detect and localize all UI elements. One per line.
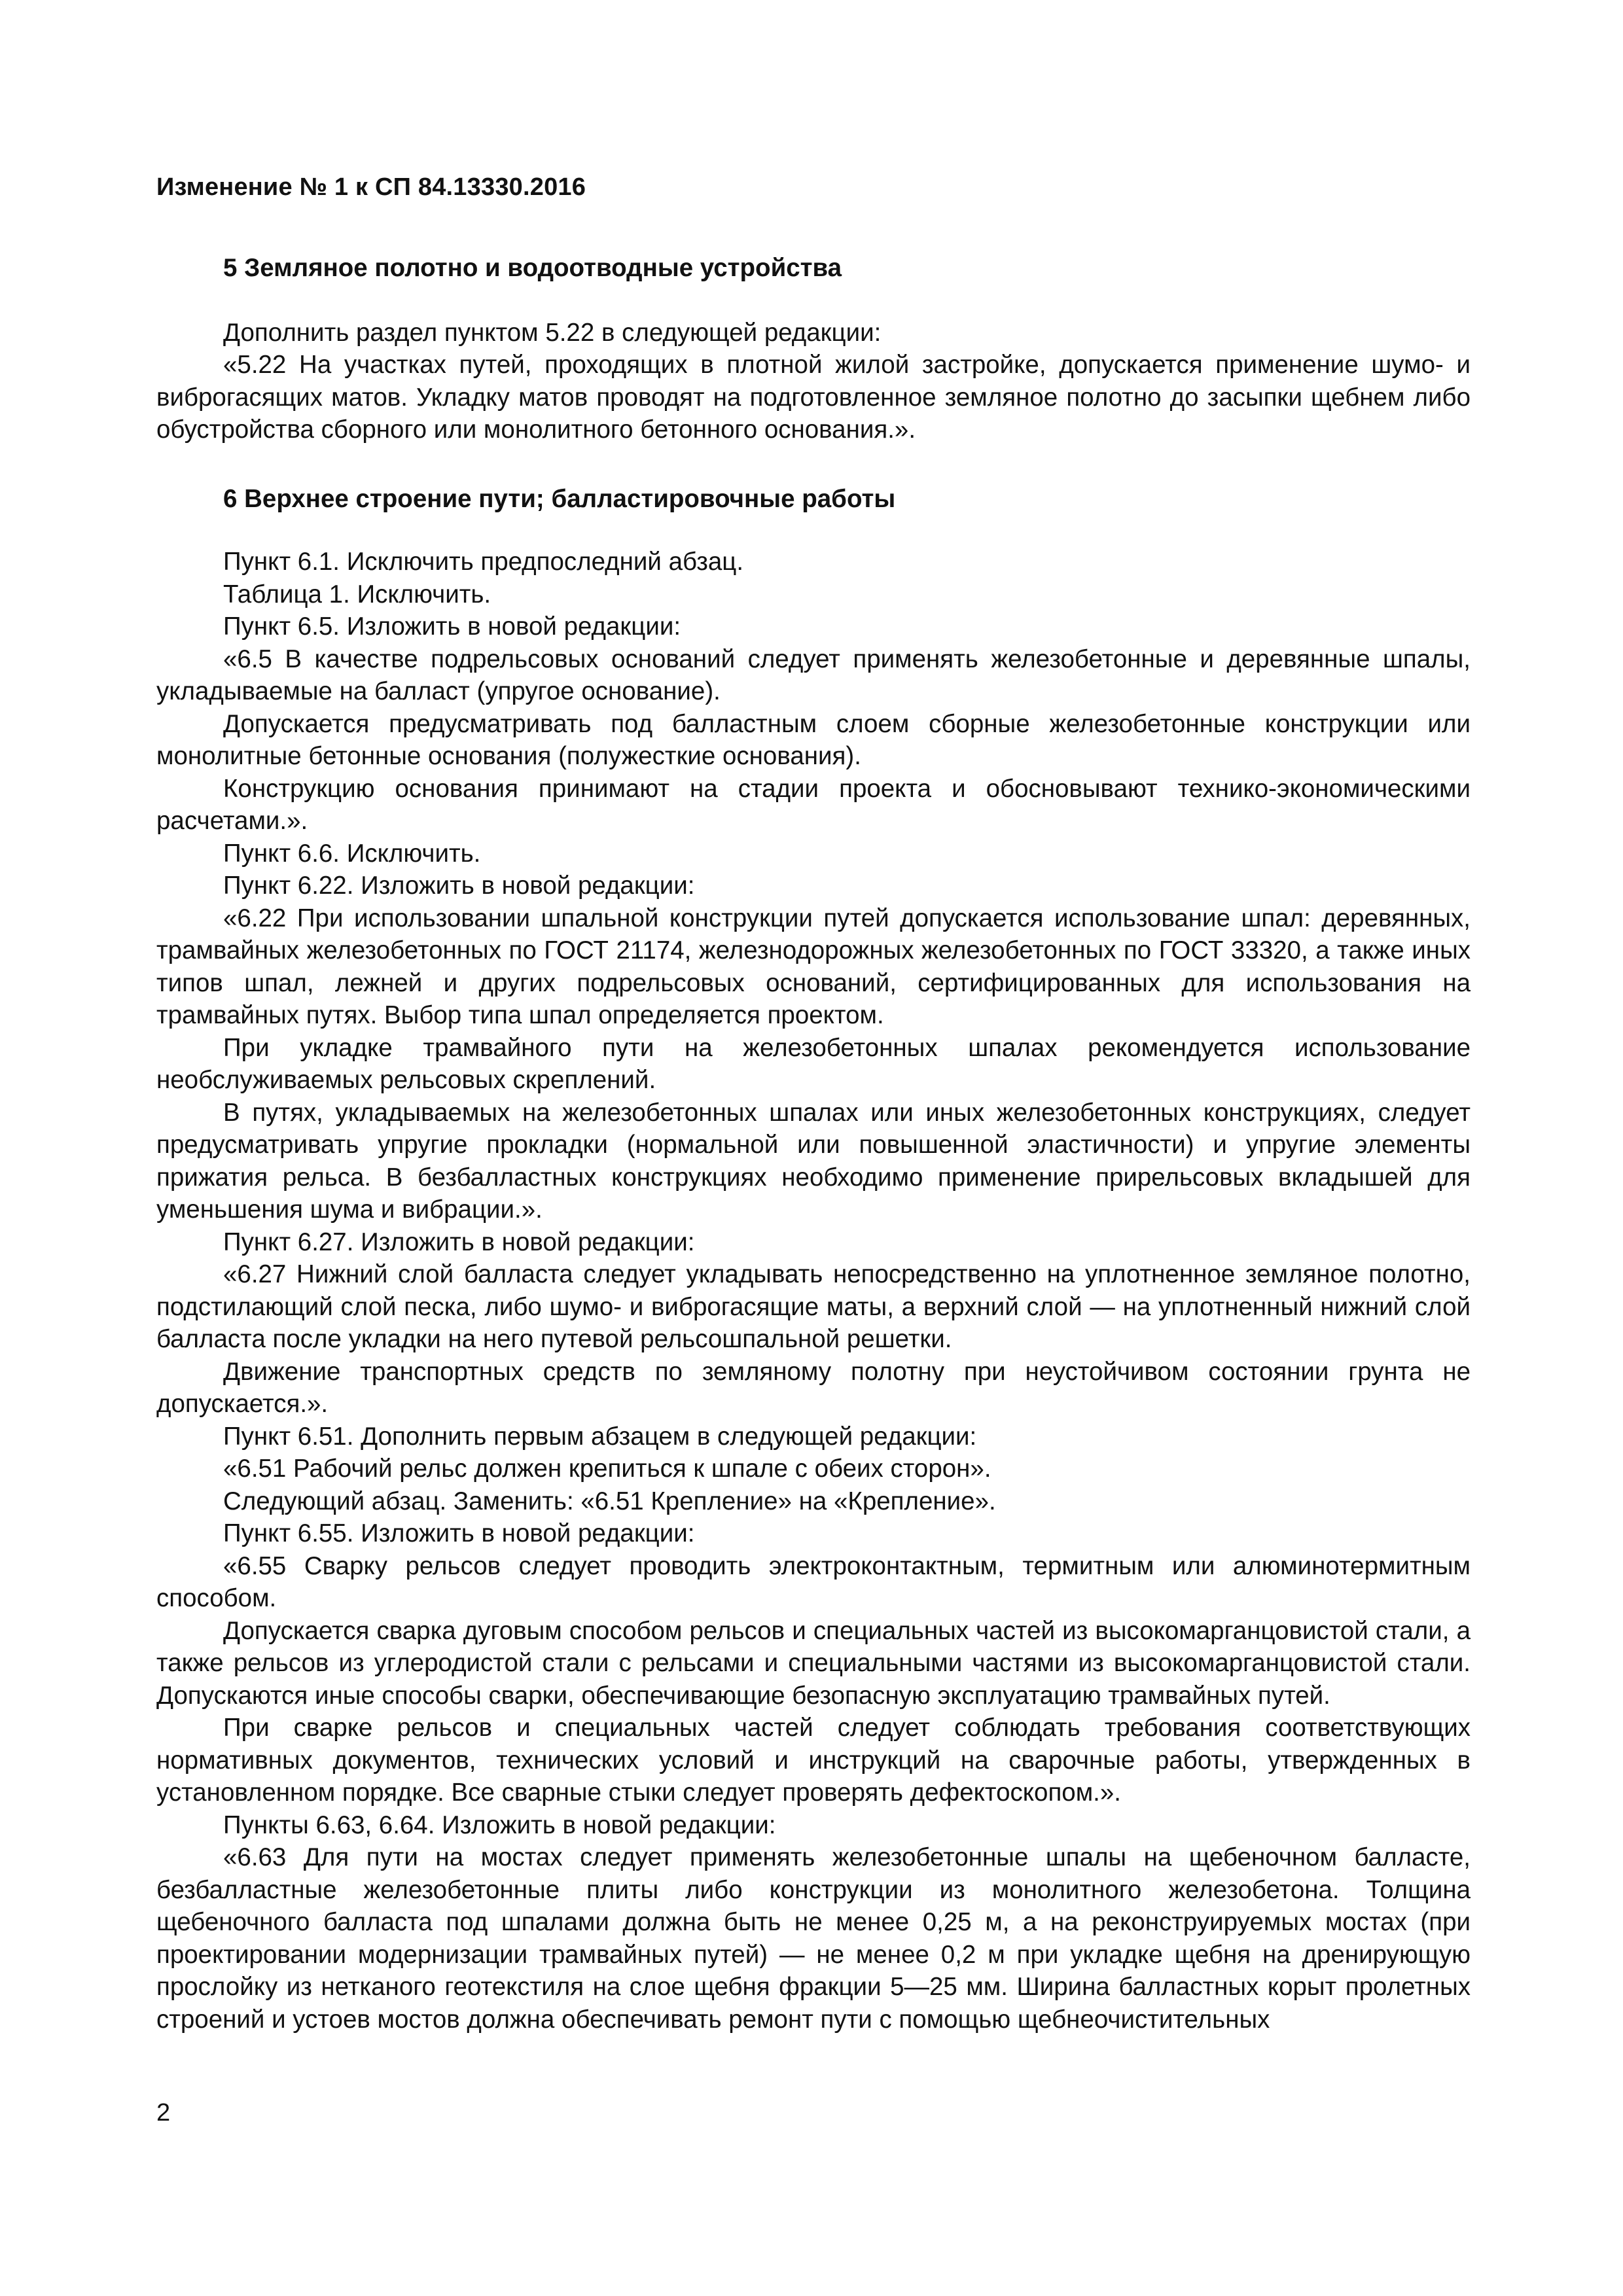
- paragraph: Пункт 6.27. Изложить в новой редакции:: [223, 1227, 695, 1256]
- document-header-title: Изменение № 1 к СП 84.13330.2016: [156, 173, 586, 201]
- paragraph: Допускается предусматривать под балластным слоем сборные железобетонные конструкции или монолитные бетонные основания (полужесткие основания).: [156, 709, 1471, 770]
- paragraph: Движение транспортных средств по земляному полотну при неустойчивом состоянии грунта не допускается.».: [156, 1357, 1471, 1418]
- paragraph: «6.27 Нижний слой балласта следует укладывать непосредственно на уплотненное земляное полотно, подстилающий слой песка, либо шумо- и виброгасящие маты, а верхний слой — на уплотненный нижний слой балласта после укладки на него путевой рельсошпальной решетки.: [156, 1260, 1471, 1353]
- paragraph: Конструкцию основания принимают на стадии проекта и обосновывают технико-экономическими расчетами.».: [156, 774, 1471, 835]
- paragraph: Допускается сварка дуговым способом рельсов и специальных частей из высокомарганцовистой стали, а также рельсов из углеродистой стали с рельсами и специальными частями из высокомарганцовистой стали. Допускаются иные способы сварки, обеспечивающие безопасную эксплуатацию трамвайных путей.: [156, 1616, 1471, 1710]
- paragraph: Пункт 6.6. Исключить.: [223, 839, 481, 868]
- document-body: [156, 252, 1471, 2036]
- paragraph: Пункт 6.55. Изложить в новой редакции:: [223, 1519, 695, 1547]
- paragraph: Следующий абзац. Заменить: «6.51 Крепление» на «Крепление».: [223, 1487, 996, 1515]
- paragraph: Пункт 6.5. Изложить в новой редакции:: [223, 612, 681, 641]
- page-number: 2: [156, 2099, 171, 2127]
- paragraph: «6.5 В качестве подрельсовых оснований следует применять железобетонные и деревянные шпалы, укладываемые на балласт (упругое основание).: [156, 645, 1471, 705]
- section-6-heading: 6 Верхнее строение пути; балластировочные работы: [223, 484, 896, 513]
- paragraph: Дополнить раздел пунктом 5.22 в следующей редакции:: [223, 318, 882, 347]
- paragraph: Таблица 1. Исключить.: [223, 580, 491, 609]
- paragraph: «6.55 Сварку рельсов следует проводить электроконтактным, термитным или алюминотермитным способом.: [156, 1551, 1471, 1612]
- paragraph: «5.22 На участках путей, проходящих в плотной жилой застройке, допускается применение шумо- и виброгасящих матов. Укладку матов проводят на подготовленное земляное полотно до засыпки щебнем либо обустройства сборного или монолитного бетонного основания.».: [156, 351, 1471, 444]
- paragraph: Пункт 6.1. Исключить предпоследний абзац.: [223, 548, 744, 576]
- paragraph: «6.63 Для пути на мостах следует применять железобетонные шпалы на щебеночном балласте, безбалластные железобетонные плиты либо конструкции из монолитного железобетона. Толщина щебеночного балласта под шпалами должна быть не менее 0,25 м, а на реконструируемых мостах (при проектировании модернизации трамвайных путей) — не менее 0,2 м при укладке щебня на дренирующую прослойку из нетканого геотекстиля на слое щебня фракции 5—25 мм. Ширина балластных корыт пролетных строений и устоев мостов должна обеспечивать ремонт пути с помощью щебнеочистительных: [156, 1843, 1471, 2034]
- paragraph: «6.22 При использовании шпальной конструкции путей допускается использование шпал: деревянных, трамвайных железобетонных по ГОСТ 21174, железнодорожных железобетонных по ГОСТ 33320, а также иных типов шпал, лежней и других подрельсовых оснований, сертифицированных для использования на трамвайных путях. Выбор типа шпал определяется проектом.: [156, 904, 1471, 1029]
- paragraph: Пункты 6.63, 6.64. Изложить в новой редакции:: [223, 1810, 776, 1839]
- paragraph: В путях, укладываемых на железобетонных шпалах или иных железобетонных конструкциях, следует предусматривать упругие прокладки (нормальной или повышенной эластичности) и упругие элементы прижатия рельса. В безбалластных конструкциях необходимо применение прирельсовых вкладышей для уменьшения шума и вибрации.».: [156, 1098, 1471, 1224]
- paragraph: Пункт 6.51. Дополнить первым абзацем в следующей редакции:: [223, 1422, 977, 1451]
- paragraph: «6.51 Рабочий рельс должен крепиться к шпале с обеих сторон».: [223, 1455, 991, 1483]
- section-5-heading: 5 Земляное полотно и водоотводные устройства: [223, 254, 842, 282]
- paragraph: При сварке рельсов и специальных частей следует соблюдать требования соответствующих нормативных документов, технических условий и инструкций на сварочные работы, утвержденных в установленном порядке. Все сварные стыки следует проверять дефектоскопом.».: [156, 1714, 1471, 1807]
- paragraph: При укладке трамвайного пути на железобетонных шпалах рекомендуется использование необслуживаемых рельсовых скреплений.: [156, 1033, 1471, 1094]
- paragraph: Пункт 6.22. Изложить в новой редакции:: [223, 872, 695, 900]
